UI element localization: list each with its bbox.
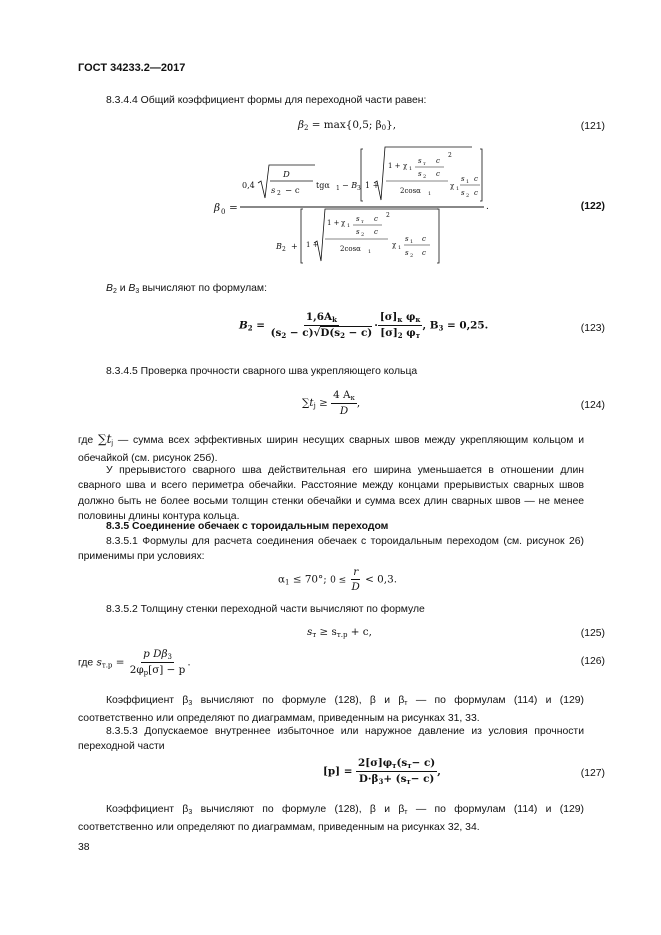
- paragraph-where-124: где $\sum t_j$ — сумма всех эффективных ширин несущих сварных швов между укрепляющим кольцом и обечайкой (см. рисунок 25б).: [78, 432, 585, 465]
- c-1: c: [436, 157, 440, 165]
- document-header: ГОСТ 34233.2—2017: [78, 62, 186, 74]
- c-5: c: [374, 215, 378, 223]
- equation-number-121: (121): [580, 121, 605, 132]
- s2-inner-sub-2: 2: [466, 193, 470, 199]
- s1-sub-1: 1: [466, 179, 470, 185]
- paragraph-B2-B3: $B_2$ и $B_3$ вычисляют по формулам:: [106, 283, 267, 295]
- cos-2: 2cosα: [340, 245, 361, 253]
- chi-3: χ: [341, 219, 346, 227]
- chi-1: χ: [403, 162, 408, 170]
- minus-c: − c: [285, 186, 300, 196]
- bracket-left-2: [301, 209, 303, 263]
- equation-125: $s_т \ge s_{т.р} + c$,: [307, 626, 372, 639]
- cos-sub-1: 1: [428, 191, 432, 197]
- page-number: 38: [78, 842, 90, 853]
- equation-121: $\beta_2 = \max\{0,5$; $\beta_0$},: [298, 119, 397, 132]
- B3-sub: 3: [357, 185, 361, 192]
- s1-2: s: [405, 235, 409, 243]
- bracket-right-2: [437, 209, 439, 263]
- s2-inner-sub-1: 2: [423, 174, 427, 180]
- s2-sub: 2: [277, 190, 281, 197]
- sT-sub-2: т: [361, 219, 364, 225]
- one-plus-1: 1 +: [365, 181, 380, 190]
- sT-2: s: [356, 215, 360, 223]
- chi-sub-1: 1: [409, 166, 413, 172]
- one-plus-inner-1: 1 +: [388, 162, 401, 170]
- c-7: c: [422, 235, 426, 243]
- B2-denom-sub: 2: [282, 246, 286, 253]
- plus-denom: +: [291, 242, 298, 251]
- equals-sign: =: [229, 202, 238, 214]
- s1-1: s: [461, 175, 465, 183]
- equation-127: [p] = $\frac{2[\sigma]\varphi_т(s_т- c)}{D\cdot\beta_3+ (s_т- c)}$ ,: [323, 757, 441, 786]
- equation-number-123: (123): [580, 323, 605, 334]
- c-6: c: [374, 228, 378, 236]
- equation-number-124: (124): [580, 400, 605, 411]
- bracket-left-1: [361, 149, 363, 201]
- equation-124: $\sum t_j$ ≥ $\frac{4 A_к}{D}$ ,: [302, 389, 361, 417]
- fraction-123-a: $\frac{1,6A_k}{(s_2 - c)√D(s_2 - c)}$: [270, 311, 373, 340]
- equation-number-125: (125): [580, 628, 605, 639]
- equation-number-122: (122): [580, 201, 605, 212]
- c-4: c: [474, 189, 478, 197]
- s2-inner-sub-3: 2: [361, 232, 365, 238]
- exponent-2: 2: [386, 212, 390, 219]
- tg-sub: 1: [336, 185, 340, 192]
- s2-inner-1: s: [418, 170, 422, 178]
- beta0-sub: 0: [221, 208, 226, 216]
- equation-126: где $s_{т.р}$ = $\frac{p D\beta_3}{2\varphi_р[\sigma] - p}$ .: [78, 648, 191, 677]
- c-2: c: [436, 170, 440, 178]
- c-8: c: [422, 249, 426, 257]
- chi-sub-2: 1: [456, 186, 460, 192]
- s2-inner-2: s: [461, 189, 465, 197]
- minus-B3: − B: [342, 181, 358, 190]
- one-plus-2: 1 +: [306, 241, 319, 249]
- beta0-symbol: β: [214, 202, 221, 214]
- s2-inner-4: s: [405, 249, 409, 257]
- period: .: [486, 202, 489, 212]
- sT-1: s: [418, 157, 422, 165]
- equation-number-126: (126): [580, 656, 605, 667]
- s2-inner-3: s: [356, 228, 360, 236]
- conditions: $\alpha_1 \le 70^\circ$; 0 ≤ $\frac{r}{D}$ < 0,3.: [278, 566, 398, 593]
- paragraph-8-3-4-5: 8.3.4.5 Проверка прочности сварного шва укрепляющего кольца: [106, 366, 418, 377]
- paragraph-coefficient-2: Коэффициент $\beta_3$ вычисляют по формуле (128), β и $\beta_т$ — по формулам (114) и (129) соответственно или определяют по диаграммам, приведенным на рисунках 32, 34.: [78, 804, 585, 834]
- paragraph-8-3-5-3: 8.3.5.3 Допускаемое внутреннее избыточное или наружное давление из условия прочности переходной части: [78, 726, 584, 753]
- coef-04: 0,4: [242, 181, 255, 190]
- c-3: c: [474, 175, 478, 183]
- fraction-r-D: $\frac{r}{D}$: [351, 566, 360, 593]
- fraction-124: $\frac{4 A_к}{D}$: [333, 389, 355, 417]
- s2-label: s: [271, 186, 276, 196]
- paragraph-8-3-5-2: 8.3.5.2 Толщину стенки переходной части вычисляют по формуле: [106, 604, 425, 615]
- s1-sub-2: 1: [410, 239, 414, 245]
- heading-8-3-5: 8.3.5 Соединение обечаек с тороидальным переходом: [106, 521, 389, 532]
- chi-sub-3: 1: [347, 223, 351, 229]
- paragraph-8-3-4-4: 8.3.4.4 Общий коэффициент формы для переходной части равен:: [106, 95, 427, 106]
- tg-alpha: tgα: [316, 181, 330, 190]
- fraction-123-b: $\frac{[\sigma]_к \varphi_к}{[\sigma]_2 \varphi_т}$: [379, 311, 421, 340]
- chi-sub-4: 1: [398, 245, 402, 251]
- equation-123: $B_2$ = $\frac{1,6A_k}{(s_2 - c)√D(s_2 - c)}$ · $\frac{[\sigma]_к \varphi_к}{[\sigma]_2 \varphi_т}$ , $B_3 = 0,25$.: [239, 311, 489, 340]
- paragraph-intermittent-weld: У прерывистого сварного шва действительная его ширина уменьшается в отношении длин сварного шва и всего периметра обечайки. Расстояние между концами прерывистых сварных швов должно быть не более восьми толщин стенки обечайки и сумма всех длин сварных швов — не менее половины длины контура кольца.: [78, 465, 584, 523]
- sqrt-D: D: [283, 170, 290, 180]
- fraction-126: $\frac{p D\beta_3}{2\varphi_р[\sigma] - p}$: [129, 648, 186, 677]
- fraction-127: $\frac{2[\sigma]\varphi_т(s_т- c)}{D\cdot\beta_3+ (s_т- c)}$: [358, 757, 436, 786]
- paragraph-coefficient-1: Коэффициент $\beta_3$ вычисляют по формуле (128), β и $\beta_т$ — по формулам (114) и (129) соответственно или определяют по диаграммам, приведенным на рисунках 31, 33.: [78, 695, 585, 725]
- equation-number-127: (127): [580, 768, 605, 779]
- s2-inner-sub-4: 2: [410, 253, 414, 259]
- equation-122: [210, 143, 500, 269]
- chi-4: χ: [392, 241, 397, 249]
- bracket-right-1: [480, 149, 482, 201]
- chi-2: χ: [450, 182, 455, 190]
- paragraph-8-3-5-1: 8.3.5.1 Формулы для расчета соединения обечаек с тороидальным переходом (см. рисунок 26) применимы при условиях:: [78, 536, 584, 563]
- exponent-1: 2: [448, 152, 452, 159]
- one-plus-inner-2: 1 +: [327, 219, 340, 227]
- cos-sub-2: 1: [368, 249, 372, 255]
- B2-denom: B: [276, 242, 282, 251]
- cos-1: 2cosα: [400, 187, 421, 195]
- sT-sub-1: т: [423, 161, 426, 167]
